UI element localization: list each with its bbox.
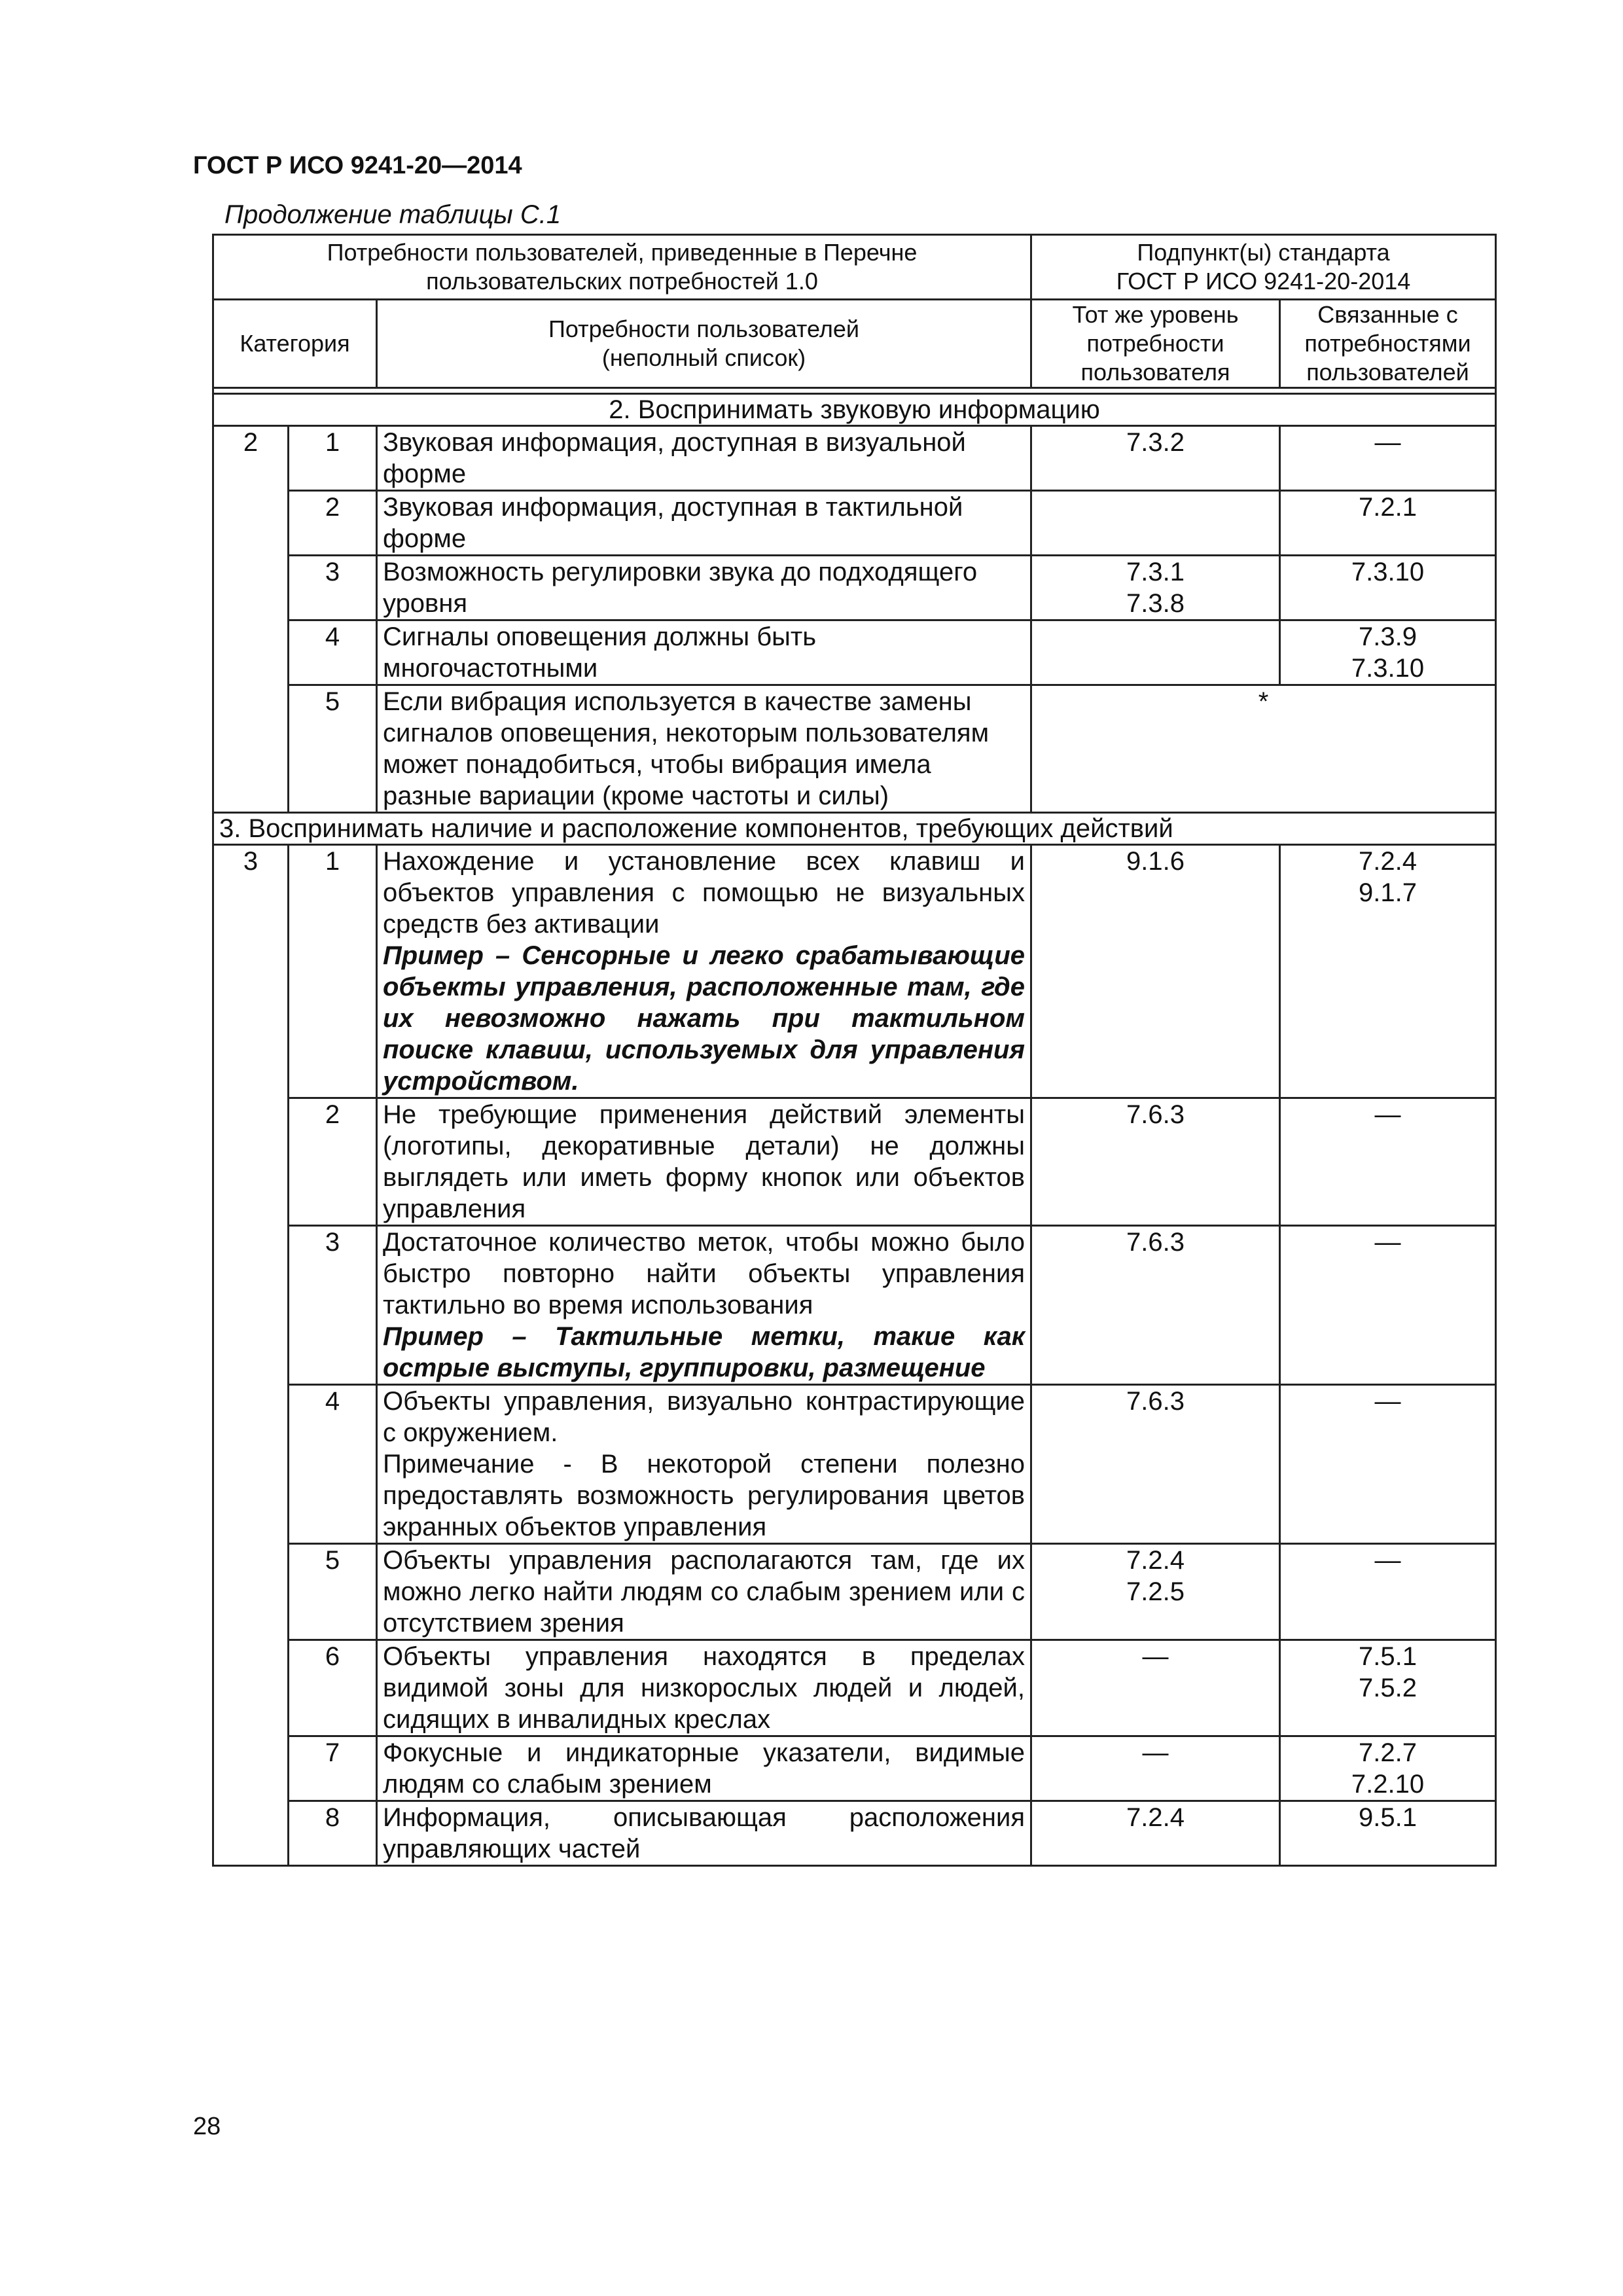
table-header-group-row bbox=[213, 235, 1496, 300]
row-need-main: Объекты управления, визуально контрастирующие с окружением. bbox=[383, 1387, 1025, 1447]
row-number: 8 bbox=[289, 1801, 377, 1866]
row-merged-marker: * bbox=[1031, 685, 1496, 813]
row-related: 9.5.1 bbox=[1280, 1801, 1496, 1866]
row-number: 4 bbox=[289, 1385, 377, 1544]
table-row bbox=[213, 556, 1496, 620]
header-same-level-line3: пользователя bbox=[1080, 359, 1230, 386]
header-related-line1: Связанные с bbox=[1317, 301, 1458, 328]
row-need-text: Информация, описывающая расположения управляющих частей bbox=[377, 1801, 1031, 1866]
row-related: 7.2.1 bbox=[1280, 491, 1496, 556]
header-user-needs bbox=[377, 300, 1031, 388]
row-same-level: 7.6.3 bbox=[1031, 1226, 1280, 1385]
row-need-text: Сигналы оповещения должны быть многочастотными bbox=[377, 620, 1031, 685]
row-need-text: Объекты управления находятся в пределах видимой зоны для низкорослых людей и людей, сидящих в инвалидных креслах bbox=[377, 1640, 1031, 1736]
row-number: 3 bbox=[289, 556, 377, 620]
row-need-text: Объекты управления располагаются там, где их можно легко найти людям со слабым зрением или с отсутствием зрения bbox=[377, 1544, 1031, 1640]
table-row bbox=[213, 426, 1496, 491]
row-need-example: Пример – Тактильные метки, такие как острые выступы, группировки, размещение bbox=[383, 1322, 1025, 1382]
row-number: 1 bbox=[289, 845, 377, 1098]
row-related: 7.2.4 9.1.7 bbox=[1280, 845, 1496, 1098]
row-number: 5 bbox=[289, 1544, 377, 1640]
row-need-note: Примечание - В некоторой степени полезно предоставлять возможность регулирования цветов экранных объектов управления bbox=[383, 1450, 1025, 1541]
header-same-level bbox=[1031, 300, 1280, 388]
table-continuation-caption: Продолжение таблицы С.1 bbox=[224, 200, 562, 229]
header-related-line3: пользователей bbox=[1306, 359, 1469, 386]
section-2-title: 2. Воспринимать звуковую информацию bbox=[213, 394, 1496, 426]
table-row bbox=[213, 1801, 1496, 1866]
row-related: 7.3.10 bbox=[1280, 556, 1496, 620]
table-row bbox=[213, 1098, 1496, 1226]
header-separator bbox=[213, 388, 1496, 394]
header-same-level-line2: потребности bbox=[1086, 330, 1224, 357]
header-related bbox=[1280, 300, 1496, 388]
page-number: 28 bbox=[193, 2113, 221, 2140]
row-same-level: 7.2.4 bbox=[1031, 1801, 1280, 1866]
section-title-row bbox=[213, 813, 1496, 845]
header-standard-subclauses bbox=[1031, 235, 1496, 300]
table-header-row bbox=[213, 300, 1496, 388]
row-need-main: Нахождение и установление всех клавиш и объектов управления с помощью не визуальных средств без активации bbox=[383, 847, 1025, 939]
section-3-title: 3. Воспринимать наличие и расположение компонентов, требующих действий bbox=[213, 813, 1496, 845]
row-same-level: 7.3.1 7.3.8 bbox=[1031, 556, 1280, 620]
header-standard-subclauses-line2: ГОСТ Р ИСО 9241-20-2014 bbox=[1116, 268, 1411, 295]
row-number: 3 bbox=[289, 1226, 377, 1385]
section-title-row bbox=[213, 394, 1496, 426]
row-need-text: Звуковая информация, доступная в визуальной форме bbox=[377, 426, 1031, 491]
row-same-level: 7.6.3 bbox=[1031, 1385, 1280, 1544]
row-need-main: Достаточное количество меток, чтобы можно было быстро повторно найти объекты управления тактильно во время использования bbox=[383, 1228, 1025, 1319]
row-need-text: Не требующие применения действий элементы (логотипы, декоративные детали) не должны выглядеть или иметь форму кнопок или объектов управления bbox=[377, 1098, 1031, 1226]
table-row bbox=[213, 1640, 1496, 1736]
row-related: 7.3.9 7.3.10 bbox=[1280, 620, 1496, 685]
header-standard-subclauses-line1: Подпункт(ы) стандарта bbox=[1137, 239, 1390, 266]
row-need-text bbox=[377, 845, 1031, 1098]
header-user-needs-line1: Потребности пользователей bbox=[548, 315, 859, 342]
section-3-category: 3 bbox=[213, 845, 289, 1866]
row-related: — bbox=[1280, 1544, 1496, 1640]
row-need-text: Фокусные и индикаторные указатели, видимые людям со слабым зрением bbox=[377, 1736, 1031, 1801]
table-row bbox=[213, 1736, 1496, 1801]
row-need-text: Звуковая информация, доступная в тактильной форме bbox=[377, 491, 1031, 556]
row-same-level: — bbox=[1031, 1640, 1280, 1736]
row-need-text: Возможность регулировки звука до подходящего уровня bbox=[377, 556, 1031, 620]
row-related: — bbox=[1280, 426, 1496, 491]
row-same-level: 7.3.2 bbox=[1031, 426, 1280, 491]
row-number: 2 bbox=[289, 1098, 377, 1226]
row-same-level bbox=[1031, 491, 1280, 556]
row-need-text: Если вибрация используется в качестве замены сигналов оповещения, некоторым пользователям может понадобиться, чтобы вибрация имела разные вариации (кроме частоты и силы) bbox=[377, 685, 1031, 813]
row-number: 1 bbox=[289, 426, 377, 491]
table-row bbox=[213, 1544, 1496, 1640]
table-row bbox=[213, 491, 1496, 556]
row-number: 5 bbox=[289, 685, 377, 813]
table-row bbox=[213, 685, 1496, 813]
row-number: 6 bbox=[289, 1640, 377, 1736]
header-user-needs-line2: (неполный список) bbox=[601, 344, 806, 371]
header-category: Категория bbox=[213, 300, 377, 388]
requirements-table bbox=[212, 234, 1497, 1867]
row-need-text bbox=[377, 1226, 1031, 1385]
row-same-level bbox=[1031, 620, 1280, 685]
document-header: ГОСТ Р ИСО 9241-20—2014 bbox=[193, 152, 522, 179]
row-related: — bbox=[1280, 1385, 1496, 1544]
table-row bbox=[213, 1226, 1496, 1385]
row-number: 2 bbox=[289, 491, 377, 556]
row-same-level: 7.2.4 7.2.5 bbox=[1031, 1544, 1280, 1640]
row-related: — bbox=[1280, 1226, 1496, 1385]
row-related: 7.2.7 7.2.10 bbox=[1280, 1736, 1496, 1801]
header-user-needs-list: Потребности пользователей, приведенные в Перечне пользовательских потребностей 1.0 bbox=[213, 235, 1031, 300]
row-related: — bbox=[1280, 1098, 1496, 1226]
header-same-level-line1: Тот же уровень bbox=[1072, 301, 1239, 328]
row-number: 4 bbox=[289, 620, 377, 685]
row-need-text bbox=[377, 1385, 1031, 1544]
table-row bbox=[213, 620, 1496, 685]
row-same-level: 9.1.6 bbox=[1031, 845, 1280, 1098]
row-same-level: — bbox=[1031, 1736, 1280, 1801]
section-2-category: 2 bbox=[213, 426, 289, 813]
header-related-line2: потребностями bbox=[1304, 330, 1471, 357]
row-related: 7.5.1 7.5.2 bbox=[1280, 1640, 1496, 1736]
row-need-example: Пример – Сенсорные и легко срабатывающие объекты управления, расположенные там, где их невозможно нажать при тактильном поиске клавиш, используемых для управления устройством. bbox=[383, 941, 1025, 1096]
row-same-level: 7.6.3 bbox=[1031, 1098, 1280, 1226]
table-row bbox=[213, 845, 1496, 1098]
table-row bbox=[213, 1385, 1496, 1544]
row-number: 7 bbox=[289, 1736, 377, 1801]
